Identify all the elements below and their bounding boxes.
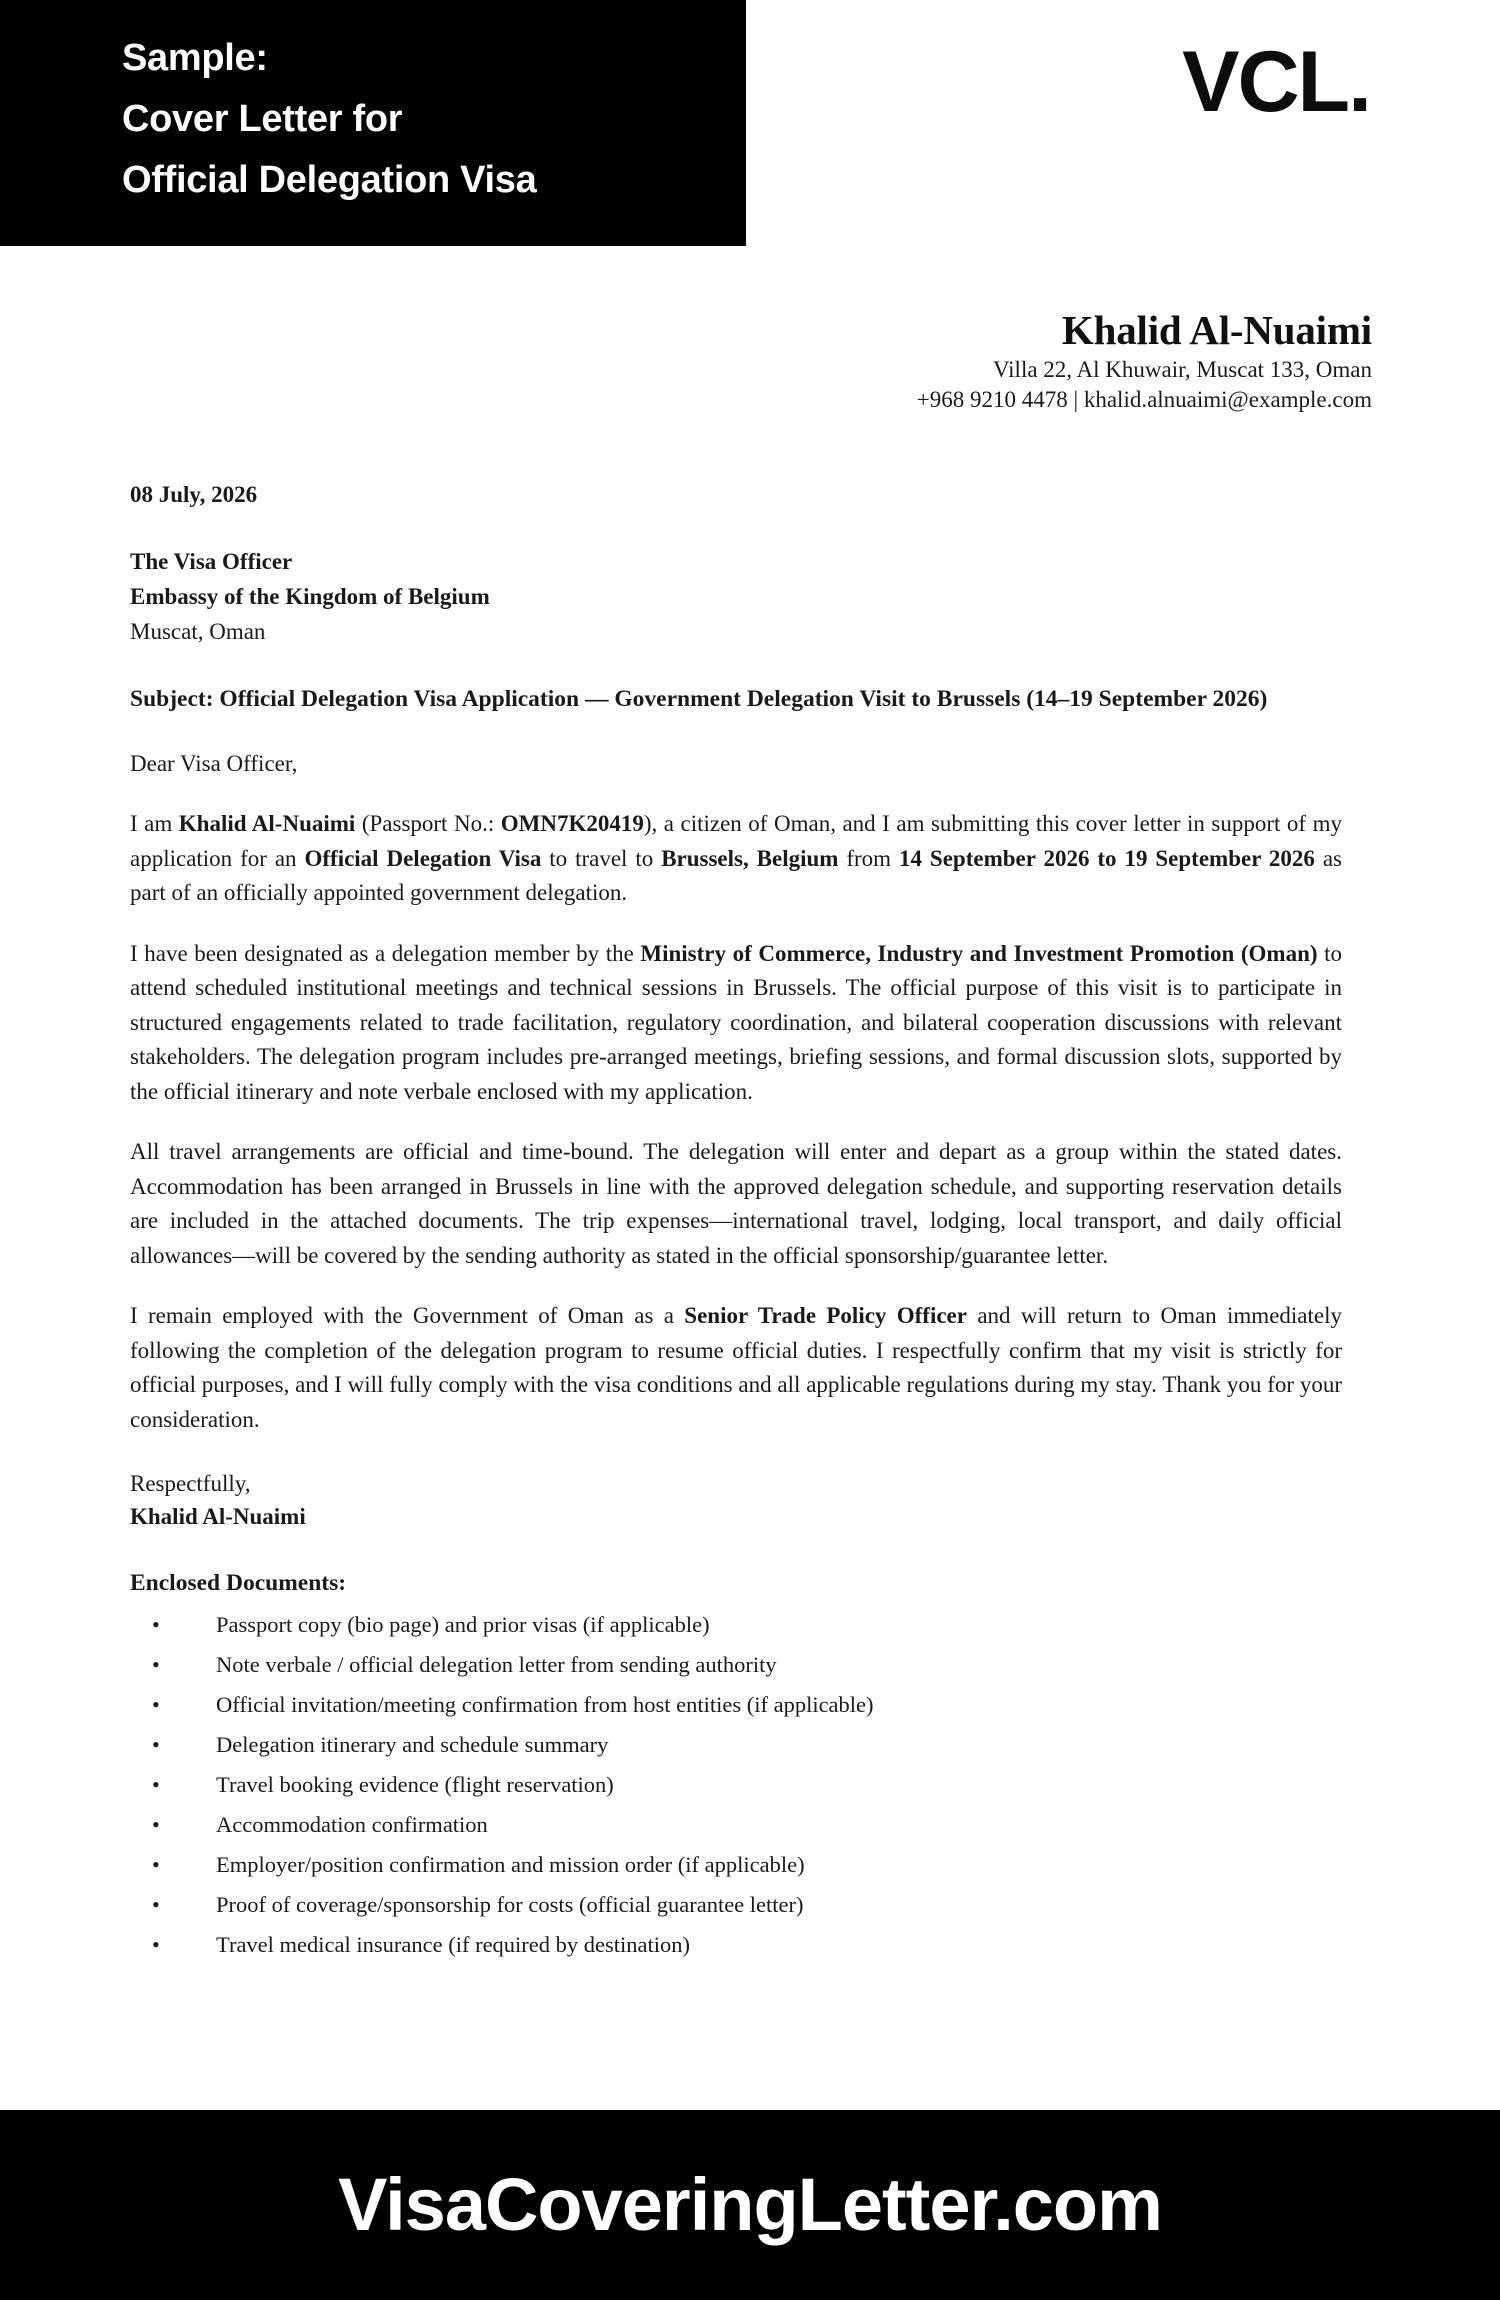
enclosed-document-item bbox=[130, 1685, 1342, 1725]
paragraph-designation bbox=[130, 937, 1342, 1110]
paragraph-intro bbox=[130, 807, 1342, 911]
salutation: Dear Visa Officer, bbox=[130, 751, 298, 776]
subject-line: Subject: Official Delegation Visa Application — Government Delegation Visit to Brussels (14–19 September 2026) bbox=[130, 686, 1268, 712]
body-text: and will return to Oman immediately following the completion of the delegation program to resume official duties. I respectfully confirm that my visit is strictly for official purposes, and I will fully comply with the visa conditions and all applicable regulations during my stay. Thank you for your consideration. bbox=[130, 1303, 1342, 1432]
body-text: (Passport No.: bbox=[355, 811, 501, 836]
enclosed-document-label: Delegation itinerary and schedule summary bbox=[216, 1732, 609, 1757]
badge-line-3: Official Delegation Visa bbox=[122, 159, 537, 201]
footer-band bbox=[0, 2110, 1500, 2300]
letter-body bbox=[130, 480, 1342, 1965]
enclosed-document-label: Note verbale / official delegation letter from sending authority bbox=[216, 1652, 777, 1677]
enclosed-document-label: Proof of coverage/sponsorship for costs (official guarantee letter) bbox=[216, 1892, 804, 1917]
enclosed-document-label: Travel booking evidence (flight reservation) bbox=[216, 1772, 614, 1797]
enclosed-document-item bbox=[130, 1725, 1342, 1765]
enclosed-document-item bbox=[130, 1805, 1342, 1845]
enclosed-documents-list bbox=[130, 1605, 1342, 1965]
enclosed-document-item bbox=[130, 1925, 1342, 1965]
bullet-icon: • bbox=[152, 1812, 160, 1837]
body-text: to travel to bbox=[541, 845, 662, 871]
closing-block bbox=[130, 1467, 1342, 1533]
body-text: to attend scheduled institutional meetings and technical sessions in Brussels. The official purpose of this visit is to participate in structured engagements related to trade facilitation, regulatory coordination, and bilateral cooperation discussions with relevant stakeholders. The delegation program includes pre-arranged meetings, briefing sessions, and formal discussion slots, supported by the official itinerary and note verbale enclosed with my application. bbox=[130, 940, 1343, 1104]
enclosed-document-label: Official invitation/meeting confirmation from host entities (if applicable) bbox=[216, 1692, 874, 1717]
emphasis-text: 14 September 2026 to 19 September 2026 bbox=[899, 845, 1315, 871]
valediction: Respectfully, bbox=[130, 1471, 251, 1496]
sender-name: Khalid Al-Nuaimi bbox=[1061, 307, 1372, 353]
enclosed-document-item bbox=[130, 1645, 1342, 1685]
bullet-icon: • bbox=[152, 1932, 160, 1957]
enclosed-document-item bbox=[130, 1885, 1342, 1925]
signature-name: Khalid Al-Nuaimi bbox=[130, 1504, 306, 1529]
emphasis-text: OMN7K20419 bbox=[500, 811, 644, 836]
enclosed-document-label: Employer/position confirmation and mission order (if applicable) bbox=[216, 1852, 805, 1877]
emphasis-text: Khalid Al-Nuaimi bbox=[178, 811, 356, 836]
bullet-icon: • bbox=[152, 1772, 160, 1797]
bullet-icon: • bbox=[152, 1612, 160, 1637]
emphasis-text: Official Delegation Visa bbox=[304, 845, 542, 871]
sender-letterhead bbox=[672, 305, 1372, 415]
enclosed-document-label: Accommodation confirmation bbox=[216, 1812, 488, 1837]
letter-date: 08 July, 2026 bbox=[130, 482, 258, 507]
sender-address: Villa 22, Al Khuwair, Muscat 133, Oman bbox=[992, 357, 1372, 382]
enclosed-document-item bbox=[130, 1605, 1342, 1645]
bullet-icon: • bbox=[152, 1692, 160, 1717]
footer-website: VisaCoveringLetter.com bbox=[338, 2163, 1162, 2246]
bullet-icon: • bbox=[152, 1852, 160, 1877]
enclosed-document-label: Travel medical insurance (if required by destination) bbox=[216, 1932, 691, 1957]
bullet-icon: • bbox=[152, 1652, 160, 1677]
badge-line-2: Cover Letter for bbox=[122, 98, 403, 140]
body-text: I am bbox=[130, 811, 179, 836]
badge-line-1: Sample: bbox=[122, 37, 268, 79]
bullet-icon: • bbox=[152, 1732, 160, 1757]
paragraph-arrangements bbox=[130, 1135, 1342, 1273]
body-text: ), a citizen of Oman, and I am submitting this cover letter in support of my application for an bbox=[130, 811, 1342, 871]
recipient-organization: Embassy of the Kingdom of Belgium bbox=[130, 584, 490, 609]
body-text: I have been designated as a delegation member by the bbox=[130, 940, 641, 966]
emphasis-text: Ministry of Commerce, Industry and Investment Promotion (Oman) bbox=[640, 940, 1318, 966]
paragraph-container bbox=[130, 807, 1342, 1437]
recipient-location: Muscat, Oman bbox=[130, 619, 266, 644]
body-text: I remain employed with the Government of Oman as a bbox=[130, 1303, 685, 1328]
emphasis-text: Brussels, Belgium bbox=[661, 845, 839, 871]
bullet-icon: • bbox=[152, 1892, 160, 1917]
enclosed-documents-title: Enclosed Documents: bbox=[130, 1570, 347, 1596]
recipient-block bbox=[130, 544, 1342, 649]
recipient-title: The Visa Officer bbox=[130, 549, 293, 574]
emphasis-text: Senior Trade Policy Officer bbox=[684, 1303, 967, 1328]
sample-header-badge bbox=[0, 0, 746, 246]
enclosed-document-item bbox=[130, 1765, 1342, 1805]
enclosed-document-label: Passport copy (bio page) and prior visas (if applicable) bbox=[216, 1612, 710, 1637]
paragraph-employment bbox=[130, 1299, 1342, 1437]
enclosed-document-item bbox=[130, 1845, 1342, 1885]
body-text: from bbox=[838, 845, 899, 871]
body-text: All travel arrangements are official and time-bound. The delegation will enter and depart as a group within the stated dates. Accommodation has been arranged in Brussels in line with the approved delegation schedule, and supporting reservation details are included in the attached documents. The trip expenses—international travel, lodging, local transport, and daily official allowances—will be covered by the sending authority as stated in the official sponsorship/guarantee letter. bbox=[130, 1139, 1342, 1268]
vcl-logo: VCL. bbox=[1182, 34, 1370, 130]
sender-contact: +968 9210 4478 | khalid.alnuaimi@example.com bbox=[916, 387, 1372, 412]
body-text: as part of an officially appointed government delegation. bbox=[130, 845, 1343, 905]
